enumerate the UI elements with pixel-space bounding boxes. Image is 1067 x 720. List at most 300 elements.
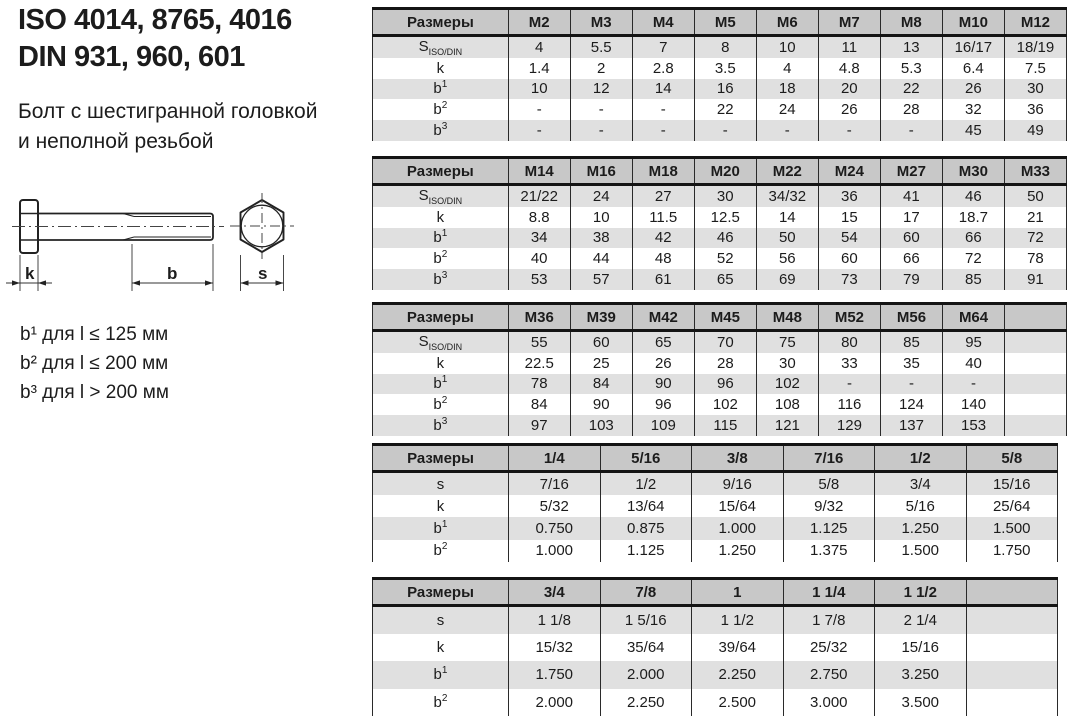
value-cell: 2.250	[600, 689, 692, 716]
s-arrow-left	[241, 280, 249, 285]
column-header: M30	[942, 158, 1004, 185]
table-row-b2	[373, 540, 1058, 562]
column-header: 5/8	[966, 445, 1058, 472]
value-cell: 3/4	[875, 472, 967, 496]
table-row-b1	[373, 661, 1058, 688]
value-cell: 95	[943, 331, 1005, 353]
value-cell: 5/32	[509, 495, 601, 517]
value-cell: 54	[818, 228, 880, 249]
dimension-table-3	[372, 302, 1067, 436]
dimension-label-k: k	[25, 264, 35, 283]
column-header: M22	[756, 158, 818, 185]
column-header: M6	[756, 9, 818, 36]
value-cell: 21	[1004, 207, 1066, 228]
value-cell: 3.500	[875, 689, 967, 716]
column-header	[966, 579, 1058, 606]
value-cell: 5/8	[783, 472, 875, 496]
value-cell: 137	[880, 415, 942, 436]
table-row-S	[373, 331, 1067, 353]
column-header: M42	[632, 304, 694, 331]
value-cell: 70	[694, 331, 756, 353]
value-cell: 91	[1004, 269, 1066, 290]
row-label: k	[436, 497, 445, 515]
value-cell: -	[508, 120, 570, 141]
value-cell: 2.000	[600, 661, 692, 688]
value-cell: 28	[880, 99, 942, 120]
value-cell: 9/32	[783, 495, 875, 517]
value-cell: 73	[818, 269, 880, 290]
table-row-b1	[373, 228, 1067, 249]
value-cell: 2.250	[692, 661, 784, 688]
value-cell: 13	[880, 36, 942, 58]
value-cell: 14	[632, 79, 694, 100]
corner-header: Размеры	[373, 9, 509, 36]
dimension-label-s: s	[258, 264, 268, 283]
value-cell: 1 5/16	[600, 606, 692, 635]
column-header: M33	[1004, 158, 1066, 185]
value-cell: 75	[756, 331, 818, 353]
value-cell: 12.5	[694, 207, 756, 228]
table-row-k	[373, 634, 1058, 661]
value-cell: 39/64	[692, 634, 784, 661]
value-cell: 0.875	[600, 517, 692, 539]
table-row-k	[373, 353, 1067, 374]
value-cell: 96	[632, 394, 694, 415]
value-cell: 61	[632, 269, 694, 290]
value-cell: 56	[756, 248, 818, 269]
value-cell: 4.8	[818, 58, 880, 79]
dimension-label-b: b	[167, 264, 178, 283]
row-label: k	[436, 639, 445, 657]
value-cell: 66	[942, 228, 1004, 249]
value-cell: -	[818, 120, 880, 141]
value-cell: 24	[756, 99, 818, 120]
row-label: $S_{ISO/DIN}$	[418, 332, 463, 352]
bolt-technical-drawing	[0, 185, 340, 325]
header-row	[373, 579, 1058, 606]
value-cell	[1005, 374, 1067, 395]
value-cell: 30	[756, 353, 818, 374]
value-cell: -	[570, 99, 632, 120]
value-cell: 41	[880, 185, 942, 207]
table-row-b2	[373, 689, 1058, 716]
value-cell: 1.000	[509, 540, 601, 562]
value-cell: 26	[818, 99, 880, 120]
table-row-b3	[373, 120, 1067, 141]
k-arrow-left	[12, 280, 20, 285]
value-cell: 66	[880, 248, 942, 269]
k-arrow-right	[38, 280, 46, 285]
column-header: M14	[508, 158, 570, 185]
row-label: $b^3$	[433, 270, 448, 289]
column-header: 3/8	[692, 445, 784, 472]
value-cell: -	[880, 374, 942, 395]
value-cell: 90	[632, 374, 694, 395]
value-cell: 30	[694, 185, 756, 207]
value-cell: 40	[508, 248, 570, 269]
value-cell: 10	[756, 36, 818, 58]
value-cell: 10	[570, 207, 632, 228]
value-cell: 57	[570, 269, 632, 290]
value-cell: 102	[694, 394, 756, 415]
column-header: 1 1/2	[875, 579, 967, 606]
value-cell: 79	[880, 269, 942, 290]
column-header: M7	[818, 9, 880, 36]
value-cell: 11	[818, 36, 880, 58]
value-cell: 1.250	[875, 517, 967, 539]
value-cell: 121	[756, 415, 818, 436]
value-cell: 153	[943, 415, 1005, 436]
column-header: 3/4	[509, 579, 601, 606]
value-cell: 7	[632, 36, 694, 58]
value-cell: 26	[632, 353, 694, 374]
table-row-k	[373, 207, 1067, 228]
column-header: M48	[756, 304, 818, 331]
value-cell: 35	[880, 353, 942, 374]
corner-header: Размеры	[373, 158, 509, 185]
value-cell: 1.750	[966, 540, 1058, 562]
column-header: M4	[632, 9, 694, 36]
table-row-S	[373, 36, 1067, 58]
column-header: 7/8	[600, 579, 692, 606]
row-label: $b^2$	[433, 249, 448, 268]
value-cell: 7/16	[509, 472, 601, 496]
value-cell: 44	[570, 248, 632, 269]
value-cell: 30	[1004, 79, 1066, 100]
value-cell: 103	[570, 415, 632, 436]
value-cell: -	[632, 99, 694, 120]
value-cell: 1.125	[600, 540, 692, 562]
column-header: 1/4	[509, 445, 601, 472]
value-cell: 5/16	[875, 495, 967, 517]
value-cell: 10	[508, 79, 570, 100]
value-cell: 28	[694, 353, 756, 374]
value-cell: 50	[756, 228, 818, 249]
value-cell: 1.000	[692, 517, 784, 539]
value-cell: 13/64	[600, 495, 692, 517]
row-label: k	[436, 59, 445, 77]
value-cell: 1 1/8	[509, 606, 601, 635]
value-cell: 2.750	[783, 661, 875, 688]
note-line-3: b³ для l > 200 мм	[20, 382, 169, 403]
value-cell: 9/16	[692, 472, 784, 496]
column-header: M24	[818, 158, 880, 185]
value-cell: 3.250	[875, 661, 967, 688]
b-arrow-left	[132, 280, 140, 285]
value-cell: 33	[818, 353, 880, 374]
value-cell: 8.8	[508, 207, 570, 228]
value-cell: 60	[818, 248, 880, 269]
column-header: M27	[880, 158, 942, 185]
value-cell: 49	[1004, 120, 1066, 141]
value-cell: 2.500	[692, 689, 784, 716]
value-cell: -	[818, 374, 880, 395]
value-cell: 1 1/2	[692, 606, 784, 635]
value-cell: 109	[632, 415, 694, 436]
value-cell: 90	[570, 394, 632, 415]
value-cell	[966, 634, 1058, 661]
subtitle-line2: и неполной резьбой	[18, 130, 214, 153]
value-cell: 53	[508, 269, 570, 290]
value-cell: 48	[632, 248, 694, 269]
column-header: 5/16	[600, 445, 692, 472]
value-cell: 6.4	[942, 58, 1004, 79]
value-cell: 34	[508, 228, 570, 249]
column-header: M18	[632, 158, 694, 185]
value-cell: 8	[694, 36, 756, 58]
value-cell: 15/64	[692, 495, 784, 517]
table-row-k	[373, 58, 1067, 79]
value-cell: 60	[570, 331, 632, 353]
value-cell: 15/32	[509, 634, 601, 661]
table-row-k	[373, 495, 1058, 517]
column-header: M8	[880, 9, 942, 36]
value-cell: 1.4	[508, 58, 570, 79]
corner-header: Размеры	[373, 304, 509, 331]
value-cell: 27	[632, 185, 694, 207]
page-title-line2: DIN 931, 960, 601	[18, 41, 245, 73]
value-cell	[1005, 331, 1067, 353]
value-cell: 46	[942, 185, 1004, 207]
value-cell: 22	[694, 99, 756, 120]
column-header: M10	[942, 9, 1004, 36]
value-cell: 0.750	[509, 517, 601, 539]
value-cell: 78	[508, 374, 570, 395]
value-cell: 1.750	[509, 661, 601, 688]
row-label: $b^1$	[433, 228, 448, 247]
value-cell: 72	[1004, 228, 1066, 249]
value-cell: 1.250	[692, 540, 784, 562]
value-cell: 21/22	[508, 185, 570, 207]
value-cell: 16/17	[942, 36, 1004, 58]
value-cell: -	[880, 120, 942, 141]
row-label: $S_{ISO/DIN}$	[418, 37, 463, 57]
table-row-b2	[373, 248, 1067, 269]
value-cell: 24	[570, 185, 632, 207]
dimension-table-4	[372, 443, 1058, 562]
value-cell: 2.000	[509, 689, 601, 716]
header-row	[373, 445, 1058, 472]
table-row-b1	[373, 517, 1058, 539]
table-row-b3	[373, 415, 1067, 436]
value-cell: 140	[943, 394, 1005, 415]
value-cell: 84	[570, 374, 632, 395]
value-cell: 116	[818, 394, 880, 415]
row-label: $b^1$	[433, 518, 448, 537]
column-header: M45	[694, 304, 756, 331]
value-cell: 15/16	[966, 472, 1058, 496]
value-cell: 17	[880, 207, 942, 228]
value-cell: 96	[694, 374, 756, 395]
column-header: M2	[508, 9, 570, 36]
page-title-line1: ISO 4014, 8765, 4016	[18, 4, 292, 36]
value-cell: 129	[818, 415, 880, 436]
value-cell	[1005, 394, 1067, 415]
value-cell: 34/32	[756, 185, 818, 207]
column-header: M5	[694, 9, 756, 36]
value-cell: 26	[942, 79, 1004, 100]
bolt-end	[210, 214, 213, 241]
value-cell: 4	[508, 36, 570, 58]
value-cell: 1/2	[600, 472, 692, 496]
value-cell	[966, 661, 1058, 688]
column-header: M3	[570, 9, 632, 36]
value-cell: -	[508, 99, 570, 120]
dimension-table-5	[372, 577, 1058, 716]
value-cell: 7.5	[1004, 58, 1066, 79]
value-cell: 5.5	[570, 36, 632, 58]
table-row-s	[373, 472, 1058, 496]
table-row-s	[373, 606, 1058, 635]
value-cell: 18/19	[1004, 36, 1066, 58]
s-arrow-right	[276, 280, 284, 285]
length-notes	[20, 320, 169, 407]
header-row	[373, 158, 1067, 185]
row-label: s	[436, 475, 445, 493]
value-cell: 55	[508, 331, 570, 353]
value-cell: 3.000	[783, 689, 875, 716]
value-cell: 84	[508, 394, 570, 415]
table-row-b3	[373, 269, 1067, 290]
value-cell: 38	[570, 228, 632, 249]
row-label: $b^3$	[433, 416, 448, 435]
value-cell: 5.3	[880, 58, 942, 79]
table-row-b1	[373, 374, 1067, 395]
row-label: $b^3$	[433, 121, 448, 140]
value-cell: 52	[694, 248, 756, 269]
value-cell: 115	[694, 415, 756, 436]
value-cell: 35/64	[600, 634, 692, 661]
value-cell: 80	[818, 331, 880, 353]
value-cell: 1.125	[783, 517, 875, 539]
value-cell: 2 1/4	[875, 606, 967, 635]
header-row	[373, 304, 1067, 331]
value-cell: 32	[942, 99, 1004, 120]
value-cell: 42	[632, 228, 694, 249]
value-cell: -	[943, 374, 1005, 395]
value-cell: 22.5	[508, 353, 570, 374]
table-row-S	[373, 185, 1067, 207]
value-cell: 14	[756, 207, 818, 228]
row-label: $b^1$	[433, 665, 448, 684]
value-cell: 65	[632, 331, 694, 353]
value-cell: 78	[1004, 248, 1066, 269]
b-arrow-right	[205, 280, 213, 285]
value-cell	[966, 689, 1058, 716]
column-header: M56	[880, 304, 942, 331]
value-cell: 2	[570, 58, 632, 79]
row-label: $b^2$	[433, 692, 448, 711]
header-row	[373, 9, 1067, 36]
row-label: $b^2$	[433, 100, 448, 119]
note-line-2: b² для l ≤ 200 мм	[20, 353, 169, 374]
value-cell: 97	[508, 415, 570, 436]
value-cell: -	[694, 120, 756, 141]
value-cell: 46	[694, 228, 756, 249]
table-row-b2	[373, 99, 1067, 120]
row-label: $b^2$	[433, 541, 448, 560]
value-cell: 72	[942, 248, 1004, 269]
value-cell: 18.7	[942, 207, 1004, 228]
value-cell	[1005, 415, 1067, 436]
value-cell: -	[756, 120, 818, 141]
row-label: $S_{ISO/DIN}$	[418, 186, 463, 206]
column-header: 1/2	[875, 445, 967, 472]
corner-header: Размеры	[373, 579, 509, 606]
column-header: M16	[570, 158, 632, 185]
column-header: 7/16	[783, 445, 875, 472]
value-cell: 12	[570, 79, 632, 100]
title-block	[18, 2, 317, 157]
value-cell: 1 7/8	[783, 606, 875, 635]
value-cell: 16	[694, 79, 756, 100]
value-cell: 60	[880, 228, 942, 249]
value-cell: 4	[756, 58, 818, 79]
value-cell: 40	[943, 353, 1005, 374]
column-header: M39	[570, 304, 632, 331]
value-cell: 18	[756, 79, 818, 100]
value-cell: 45	[942, 120, 1004, 141]
value-cell: 65	[694, 269, 756, 290]
dimension-table-2	[372, 156, 1067, 290]
value-cell: 102	[756, 374, 818, 395]
row-label: s	[436, 612, 445, 630]
value-cell: 20	[818, 79, 880, 100]
value-cell: 11.5	[632, 207, 694, 228]
row-label: $b^1$	[433, 374, 448, 393]
value-cell: 69	[756, 269, 818, 290]
column-header: 1 1/4	[783, 579, 875, 606]
row-label: $b^2$	[433, 395, 448, 414]
value-cell: 1.500	[966, 517, 1058, 539]
table-row-b1	[373, 79, 1067, 100]
subtitle-line1: Болт с шестигранной головкой	[18, 100, 318, 123]
column-header: M12	[1004, 9, 1066, 36]
column-header: M52	[818, 304, 880, 331]
value-cell	[1005, 353, 1067, 374]
value-cell: 25	[570, 353, 632, 374]
column-header: M20	[694, 158, 756, 185]
value-cell: 25/32	[783, 634, 875, 661]
value-cell: 50	[1004, 185, 1066, 207]
value-cell: 85	[942, 269, 1004, 290]
value-cell: 85	[880, 331, 942, 353]
value-cell: 25/64	[966, 495, 1058, 517]
value-cell: 3.5	[694, 58, 756, 79]
column-header: M64	[943, 304, 1005, 331]
value-cell: -	[570, 120, 632, 141]
column-header: M36	[508, 304, 570, 331]
table-row-b2	[373, 394, 1067, 415]
corner-header: Размеры	[373, 445, 509, 472]
value-cell: 108	[756, 394, 818, 415]
value-cell: -	[632, 120, 694, 141]
column-header	[1005, 304, 1067, 331]
value-cell	[966, 606, 1058, 635]
value-cell: 15	[818, 207, 880, 228]
value-cell: 15/16	[875, 634, 967, 661]
row-label: k	[436, 208, 445, 226]
dimension-table-1	[372, 7, 1067, 141]
value-cell: 124	[880, 394, 942, 415]
value-cell: 2.8	[632, 58, 694, 79]
row-label: $b^1$	[433, 79, 448, 98]
note-line-1: b¹ для l ≤ 125 мм	[20, 324, 169, 345]
row-label: k	[436, 354, 445, 372]
value-cell: 1.500	[875, 540, 967, 562]
value-cell: 36	[818, 185, 880, 207]
column-header: 1	[692, 579, 784, 606]
